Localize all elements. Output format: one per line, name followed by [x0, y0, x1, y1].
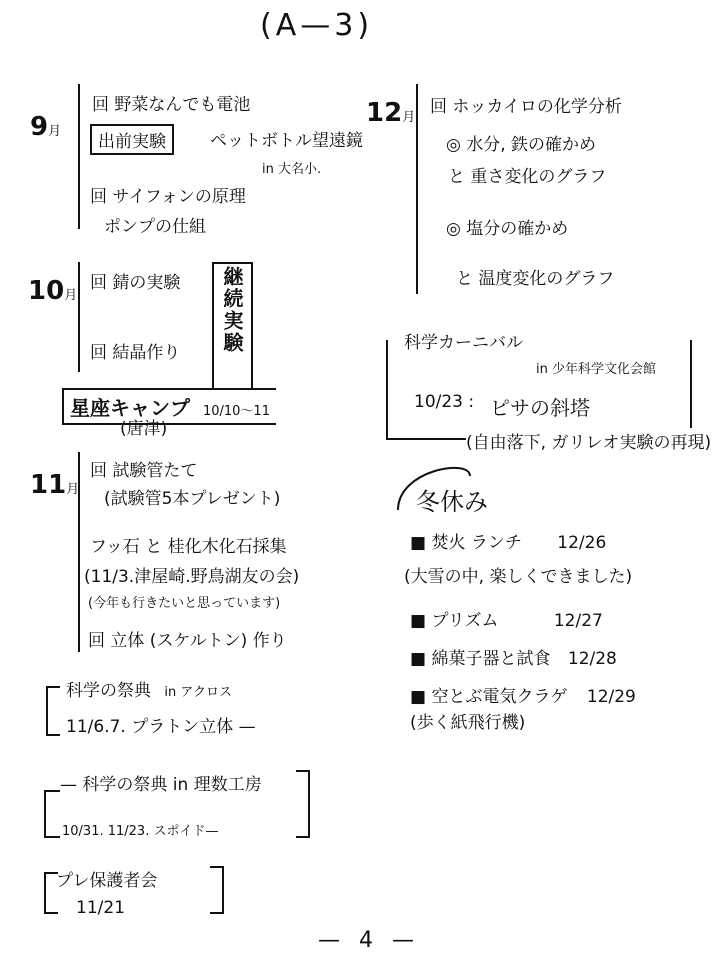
month-unit: 月 — [66, 482, 80, 497]
winter-item-1 — [410, 528, 606, 553]
winter-item-label: ■ プリズム — [410, 611, 499, 631]
winter-item-date: 12/29 — [586, 687, 636, 707]
winter-title: 冬休み — [416, 488, 488, 516]
december-item-2: ◎ 水分, 鉄の確かめ — [446, 135, 597, 155]
november-item-6: 回 立体 (スケルトン) 作り — [88, 631, 287, 651]
winter-item-label: ■ 綿菓子器と試食 — [410, 649, 551, 669]
winter-item-label: ■ 焚火 ランチ — [410, 533, 522, 553]
october-continued-box: 継続実験 — [212, 262, 253, 390]
month-number: 9 — [30, 112, 49, 142]
parents-date: 11/21 — [76, 898, 125, 918]
september-item-place: in 大名小. — [262, 162, 322, 177]
carnival-place: in 少年科学文化会館 — [536, 362, 656, 377]
december-item-1: 回 ホッカイロの化学分析 — [430, 97, 622, 117]
winter-item-label: ■ 空とぶ電気クラゲ — [410, 687, 568, 707]
festival1-place: in アクロス — [164, 685, 232, 700]
september-item-3: 回 サイフォンの原理 — [90, 187, 246, 207]
winter-item-2: (大雪の中, 楽しくできました) — [404, 567, 633, 587]
november-item-4: (11/3.津屋崎.野鳥湖友の会) — [84, 567, 300, 587]
october-item-1: 回 錆の実験 — [90, 273, 181, 293]
month-number: 11 — [30, 470, 67, 500]
page-title: (A—3) — [260, 8, 374, 43]
month-number: 10 — [28, 276, 65, 306]
winter-item-6: (歩く紙飛行機) — [410, 713, 526, 733]
september-item-1: 回 野菜なんでも電池 — [92, 95, 251, 115]
winter-item-date: 12/26 — [557, 533, 607, 553]
festival2-detail: 10/31. 11/23. スポイド— — [62, 824, 219, 839]
festival2-title: — 科学の祭典 in 理数工房 — [60, 775, 262, 795]
winter-item-5 — [410, 682, 636, 707]
festival1-detail: 11/6.7. プラトン立体 — — [66, 717, 256, 737]
month-unit: 月 — [48, 124, 62, 139]
september-item-boxed: 出前実験 — [90, 124, 174, 155]
october-item-2: 回 結晶作り — [90, 343, 181, 363]
camp-place: (唐津) — [120, 419, 168, 439]
month-number: 12 — [366, 98, 403, 128]
winter-item-3 — [410, 606, 603, 631]
september-item-2: ペットボトル望遠鏡 — [210, 131, 363, 151]
november-item-2: (試験管5本プレゼント) — [104, 489, 281, 509]
december-item-5: と 温度変化のグラフ — [456, 269, 615, 289]
winter-item-date: 12/27 — [553, 611, 603, 631]
carnival-date: 10/23 : — [414, 392, 475, 412]
camp-title: 星座キャンプ — [70, 396, 190, 420]
camp-date: 10/10〜11 — [202, 404, 270, 419]
page-number: — 4 — — [318, 928, 420, 953]
month-unit: 月 — [64, 288, 78, 303]
december-item-3: と 重さ変化のグラフ — [448, 167, 607, 187]
december-item-4: ◎ 塩分の確かめ — [446, 219, 569, 239]
november-item-1: 回 試験管たて — [90, 461, 198, 481]
parents-title: プレ保護者会 — [56, 871, 158, 891]
november-item-3: フッ石 と 桂化木化石採集 — [90, 537, 287, 557]
carnival-event: ピサの斜塔 — [490, 396, 590, 420]
month-unit: 月 — [402, 110, 416, 125]
winter-item-4 — [410, 644, 617, 669]
winter-item-date: 12/28 — [567, 649, 617, 669]
september-item-4: ポンプの仕組 — [104, 217, 206, 237]
carnival-title: 科学カーニバル — [400, 328, 527, 353]
november-item-5: (今年も行きたいと思っています) — [88, 596, 281, 611]
festival1-title: 科学の祭典 — [66, 681, 151, 701]
carnival-note: (自由落下, ガリレオ実験の再現) — [466, 428, 711, 453]
